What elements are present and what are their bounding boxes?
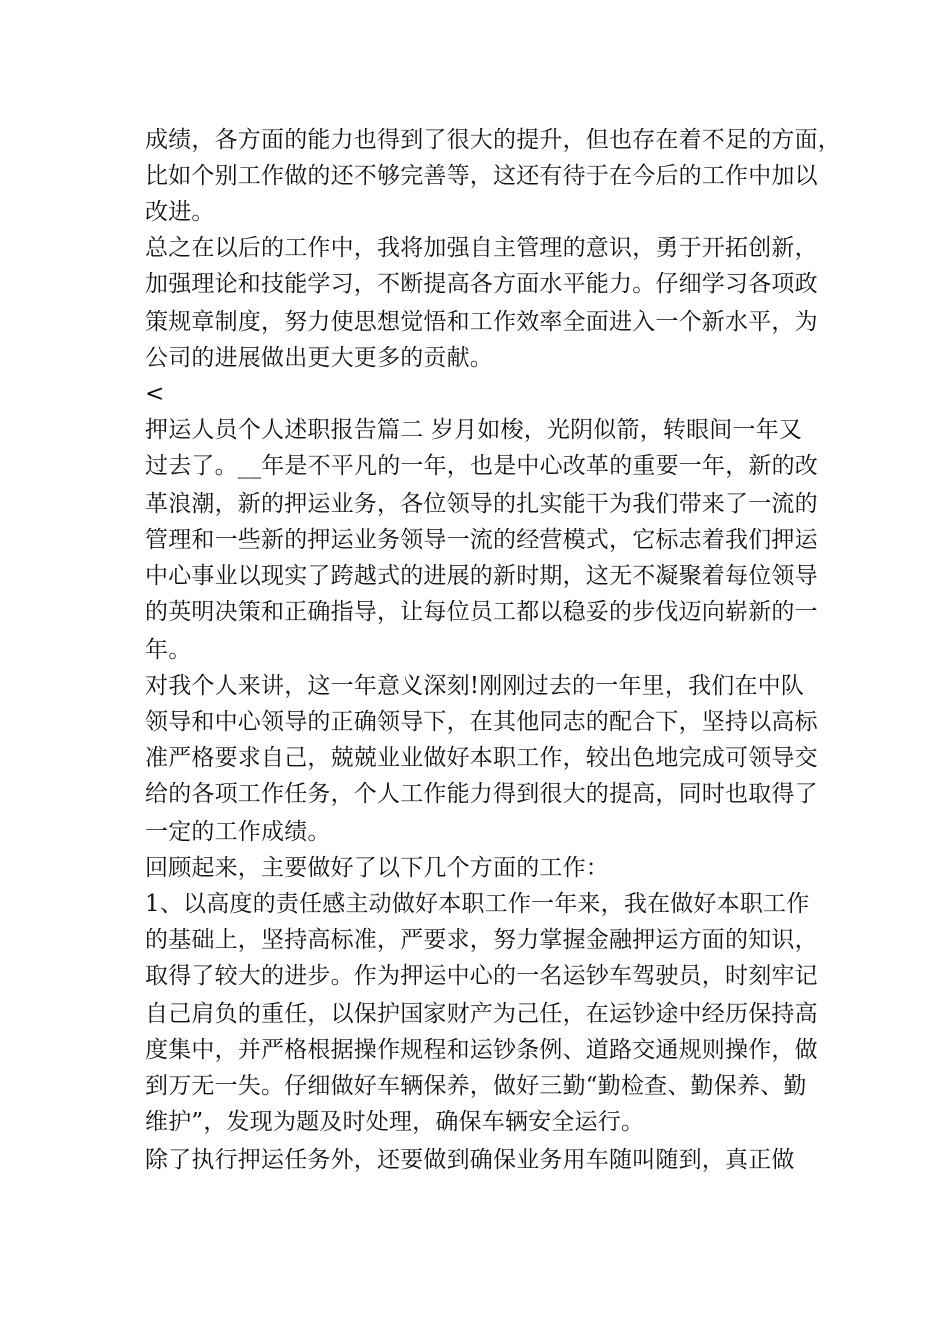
text-line: 管理和一些新的押运业务领导一流的经营模式，它标志着我们押运 <box>145 527 818 553</box>
text-line: 取得了较大的进步。作为押运中心的一名运钞车驾驶员，时刻牢记 <box>145 963 818 989</box>
text-line: 除了执行押运任务外，还要做到确保业务用车随叫随到，真正做 <box>145 1147 795 1173</box>
text-line: 的英明决策和正确指导，让每位员工都以稳妥的步伐迈向崭新的一 <box>145 599 818 625</box>
text-line: 过去了。__年是不平凡的一年，也是中心改革的重要一年，新的改 <box>145 453 818 479</box>
text-line: 维护”，发现为题及时处理，确保车辆安全运行。 <box>145 1109 645 1135</box>
text-line: 押运人员个人述职报告篇二 岁月如梭，光阴似箭，转眼间一年又 <box>145 417 803 443</box>
text-line: 度集中，并严格根据操作规程和运钞条例、道路交通规则操作，做 <box>145 1037 818 1063</box>
text-line: 给的各项工作任务，个人工作能力得到很大的提高，同时也取得了 <box>145 781 818 807</box>
text-line: 加强理论和技能学习，不断提高各方面水平能力。仔细学习各项政 <box>145 271 818 297</box>
text-line: 对我个人来讲，这一年意义深刻!刚刚过去的一年里，我们在中队 <box>145 673 805 699</box>
text-line: 总之在以后的工作中，我将加强自主管理的意识，勇于开拓创新， <box>145 235 818 261</box>
text-line: 革浪潮，新的押运业务，各位领导的扎实能干为我们带来了一流的 <box>145 491 818 517</box>
text-line: 到万无一失。仔细做好车辆保养，做好三勤“勤检查、勤保养、勤 <box>145 1073 807 1099</box>
text-line: 的基础上，坚持高标准，严要求，努力掌握金融押运方面的知识， <box>145 927 818 953</box>
text-line: 领导和中心领导的正确领导下，在其他同志的配合下，坚持以高标 <box>145 709 818 735</box>
text-line: < <box>145 381 165 407</box>
text-line: 策规章制度，努力使思想觉悟和工作效率全面进入一个新水平，为 <box>145 309 818 335</box>
text-line: 自己肩负的重任，以保护国家财产为己任，在运钞途中经历保持高 <box>145 1001 818 1027</box>
text-line: 成绩，各方面的能力也得到了很大的提升，但也存在着不足的方面， <box>145 127 841 153</box>
text-line: 年。 <box>145 637 192 663</box>
text-line: 回顾起来，主要做好了以下几个方面的工作： <box>145 855 609 881</box>
text-line: 改进。 <box>145 199 215 225</box>
text-line: 1、以高度的责任感主动做好本职工作一年来，我在做好本职工作 <box>145 891 810 917</box>
text-line: 准严格要求自己，兢兢业业做好本职工作，较出色地完成可领导交 <box>145 745 818 771</box>
text-line: 中心事业以现实了跨越式的进展的新时期，这无不凝聚着每位领导 <box>145 563 818 589</box>
text-line: 公司的进展做出更大更多的贡献。 <box>145 345 493 371</box>
text-line: 比如个别工作做的还不够完善等，这还有待于在今后的工作中加以 <box>145 163 818 189</box>
text-line: 一定的工作成绩。 <box>145 819 331 845</box>
